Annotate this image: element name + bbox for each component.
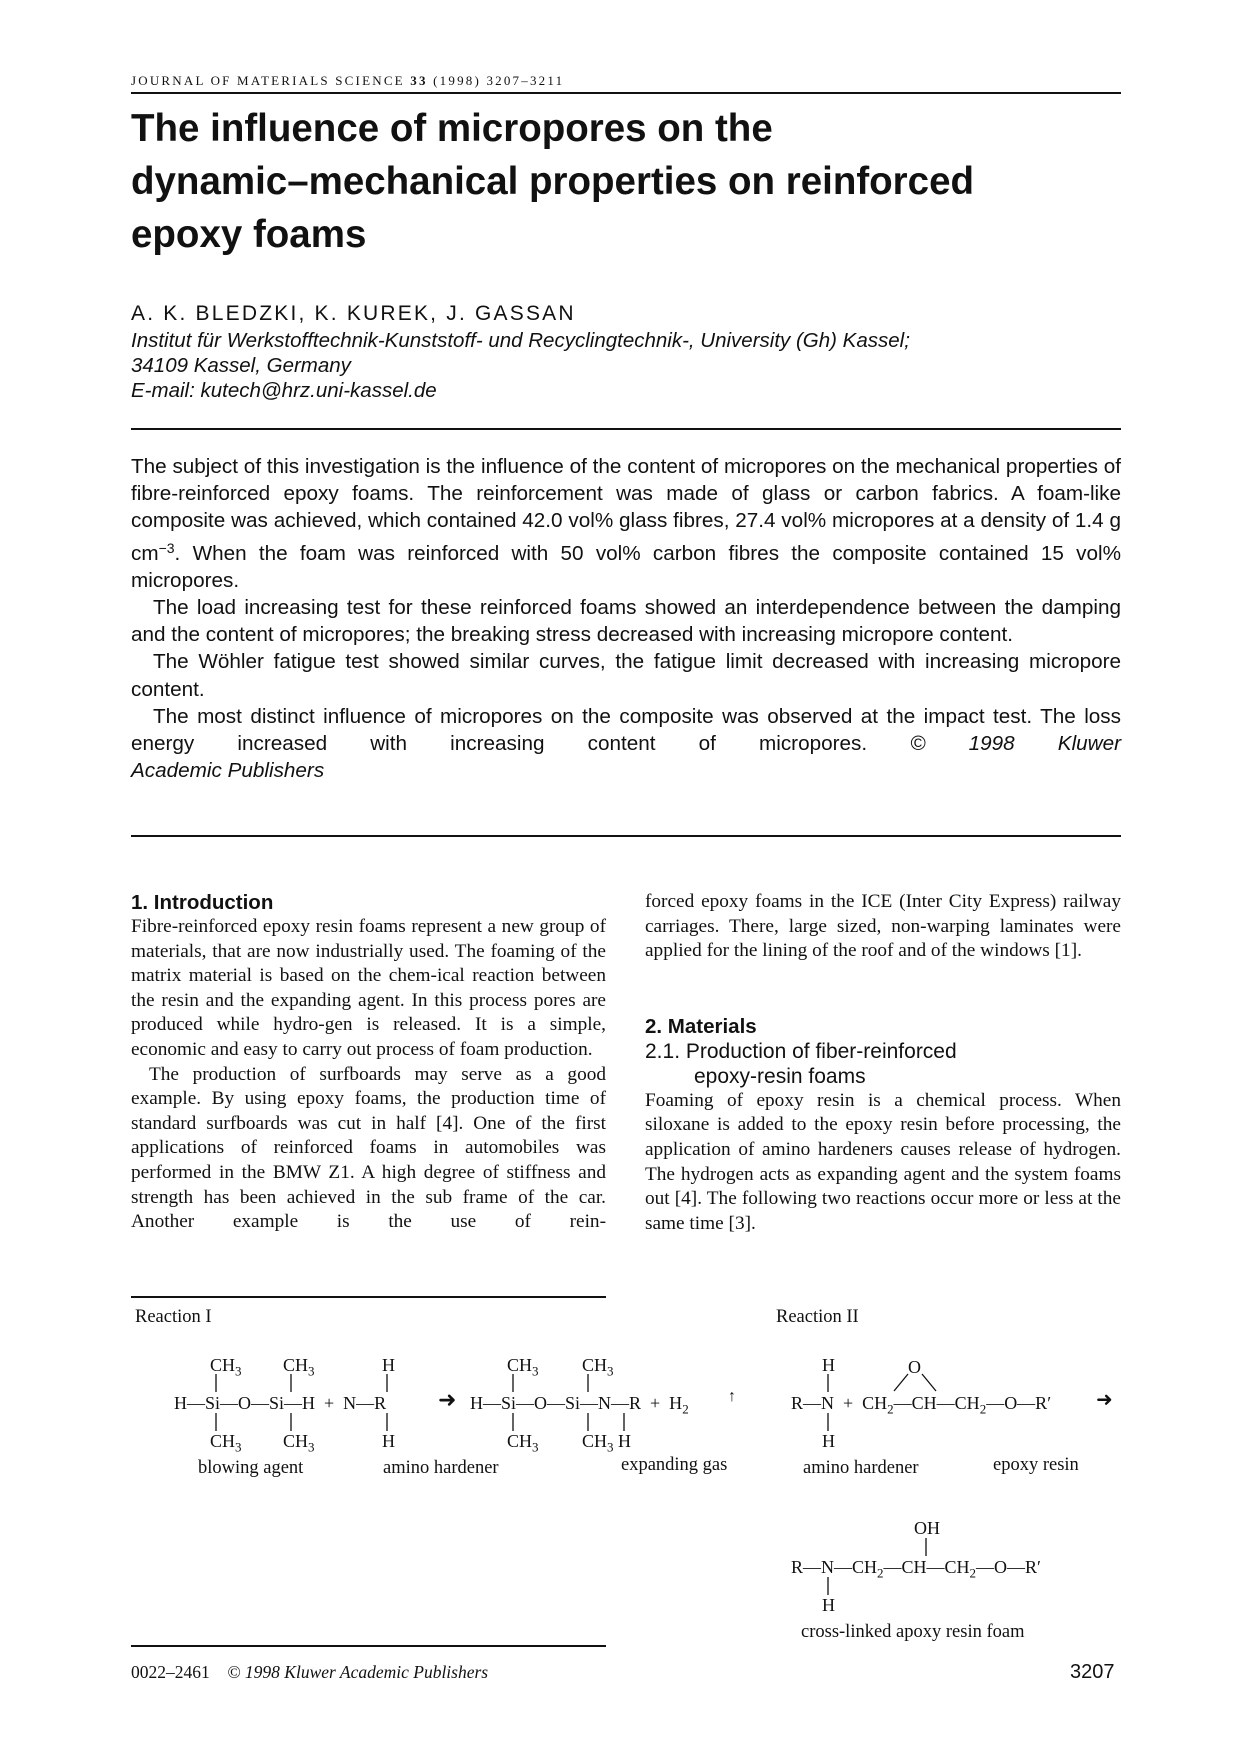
expanding-gas-label: expanding gas: [621, 1455, 728, 1475]
ch3-group: $CH_3$: [507, 1355, 539, 1379]
product-formula: H—Si—O—Si—N—R + $H_2$: [470, 1393, 689, 1417]
journal-volume: 33: [410, 73, 428, 88]
subsection-heading: 2.1. Production of fiber-reinforced: [645, 1039, 957, 1063]
reaction-1-title: Reaction I: [135, 1307, 212, 1327]
crosslinked-formula: $R—N—CH_2—CH—CH_2—O—R'$: [791, 1557, 1041, 1581]
reaction-2-title: Reaction II: [776, 1307, 859, 1327]
figure-bottom-rule: [131, 1645, 606, 1647]
section-heading: 2. Materials: [645, 1014, 757, 1038]
crosslinked-label: cross-linked apoxy resin foam: [801, 1622, 1025, 1642]
ch3-group: $CH_3$: [283, 1355, 315, 1379]
body-paragraph: Fibre-reinforced epoxy resin foams represent a new group of materials, that are now industrially used. The foaming of the matrix material is based on the chem-ical reaction between the resin and the expanding agent. In this process pores are produced while hydro-gen is released. It is a simple, economic and easy to carry out process of foam production.: [131, 916, 606, 1060]
ch3-group: $CH_3$: [210, 1431, 242, 1455]
amino-hardener-label: amino hardener: [803, 1458, 919, 1478]
amine-epoxide-formula: R—N + $CH_2—CH—CH_2—O—R'$: [791, 1393, 1052, 1417]
epoxide-oxygen: O: [908, 1357, 921, 1377]
body-paragraph: Foaming of epoxy resin is a chemical process. When siloxane is added to the epoxy resin before processing, the application of amino hardeners causes release of hydrogen. The hydrogen acts as expanding agent and the system foams out [4]. The following two reactions occur more or less at the same time [3].: [645, 1089, 1121, 1234]
amino-hardener-label: amino hardener: [383, 1458, 499, 1478]
hydrogen-atom: H: [382, 1431, 395, 1451]
page-number: 3207: [1070, 1661, 1115, 1683]
affiliation-line: 34109 Kassel, Germany: [131, 354, 351, 377]
abstract-paragraph: The Wöhler fatigue test showed similar curves, the fatigue limit decreased with increasing micropore content.: [131, 650, 1121, 701]
superscript: −3: [158, 539, 175, 556]
abstract-text: The most distinct influence of micropores on the composite was observed at the impact test. The loss energy increased with increasing content of micropores.: [131, 704, 1121, 756]
hydroxyl-group: OH: [914, 1518, 940, 1538]
affiliation-line: Institut für Werkstofftechnik-Kunststoff- und Recyclingtechnik-, University (Gh) Kassel;: [131, 329, 910, 352]
hydrogen-atom: H: [822, 1595, 835, 1615]
abstract-paragraph: The load increasing test for these reinforced foams showed an interdependence between the damping and the content of micropores; the breaking stress decreased with increasing micropore content.: [131, 596, 1121, 647]
title-line: epoxy foams: [131, 213, 367, 256]
hydrogen-atom: H: [822, 1355, 835, 1375]
gas-evolution-arrow-icon: ↑: [728, 1388, 736, 1405]
ch3-h-group: $CH_3$ H: [582, 1431, 632, 1455]
hydrogen-atom: H: [382, 1355, 395, 1375]
body-paragraph: forced epoxy foams in the ICE (Inter City Express) railway carriages. There, large sized, non-warping laminates were applied for the lining of the roof and of the windows [1].: [645, 891, 1121, 962]
email-line: E-mail: kutech@hrz.uni-kassel.de: [131, 379, 437, 402]
reaction-arrow-icon: ➜: [1096, 1389, 1113, 1411]
journal-name: JOURNAL OF MATERIALS SCIENCE: [131, 73, 405, 88]
section-heading: 1. Introduction: [131, 891, 274, 914]
blowing-agent-label: blowing agent: [198, 1458, 304, 1478]
footer-copyright: © 1998 Kluwer Academic Publishers: [227, 1662, 489, 1682]
abstract-text: The subject of this investigation is the influence of the content of micropores on the mechanical properties of fibre-reinforced epoxy foams. The reinforcement was made of glass or carbon fabrics. A foam-like composite was achieved, which contained 42.0 vol% glass fibres, 27.4 vol% micropores at a density of 1.4 g cm: [131, 455, 1121, 565]
ch3-group: $CH_3$: [210, 1355, 242, 1379]
abstract-copyright-cont: Academic Publishers: [131, 759, 325, 783]
subsection-heading-cont: epoxy-resin foams: [694, 1064, 866, 1088]
authors: A. K. BLEDZKI, K. KUREK, J. GASSAN: [131, 302, 576, 325]
epoxy-resin-label: epoxy resin: [993, 1455, 1079, 1475]
journal-year-pages: (1998) 3207–3211: [433, 73, 565, 88]
reaction-arrow-icon: ➜: [438, 1387, 457, 1412]
ch3-group: $CH_3$: [283, 1431, 315, 1455]
siloxane-formula: H—Si—O—Si—H + N—R: [174, 1393, 387, 1413]
footer-issn-copyright: [131, 1662, 488, 1683]
abstract-text: . When the foam was reinforced with 50 vol% carbon fibres the composite contained 15 vol% micropores.: [131, 541, 1121, 592]
title-line: dynamic–mechanical properties on reinforced: [131, 160, 974, 203]
ch3-group: $CH_3$: [507, 1431, 539, 1455]
ch3-group: $CH_3$: [582, 1355, 614, 1379]
body-paragraph: The production of surfboards may serve as a good example. By using epoxy foams, the production time of standard surfboards was cut in half [4]. One of the first applications of reinforced foams in automobiles was performed in the BMW Z1. A high degree of stiffness and strength has been achieved in the sub frame of the car. Another example is the use of rein-: [131, 1063, 606, 1233]
title-line: The influence of micropores on the: [131, 107, 773, 150]
abstract-copyright: © 1998 Kluwer: [910, 732, 1122, 756]
hydrogen-atom: H: [822, 1431, 835, 1451]
issn: 0022–2461: [131, 1662, 210, 1682]
